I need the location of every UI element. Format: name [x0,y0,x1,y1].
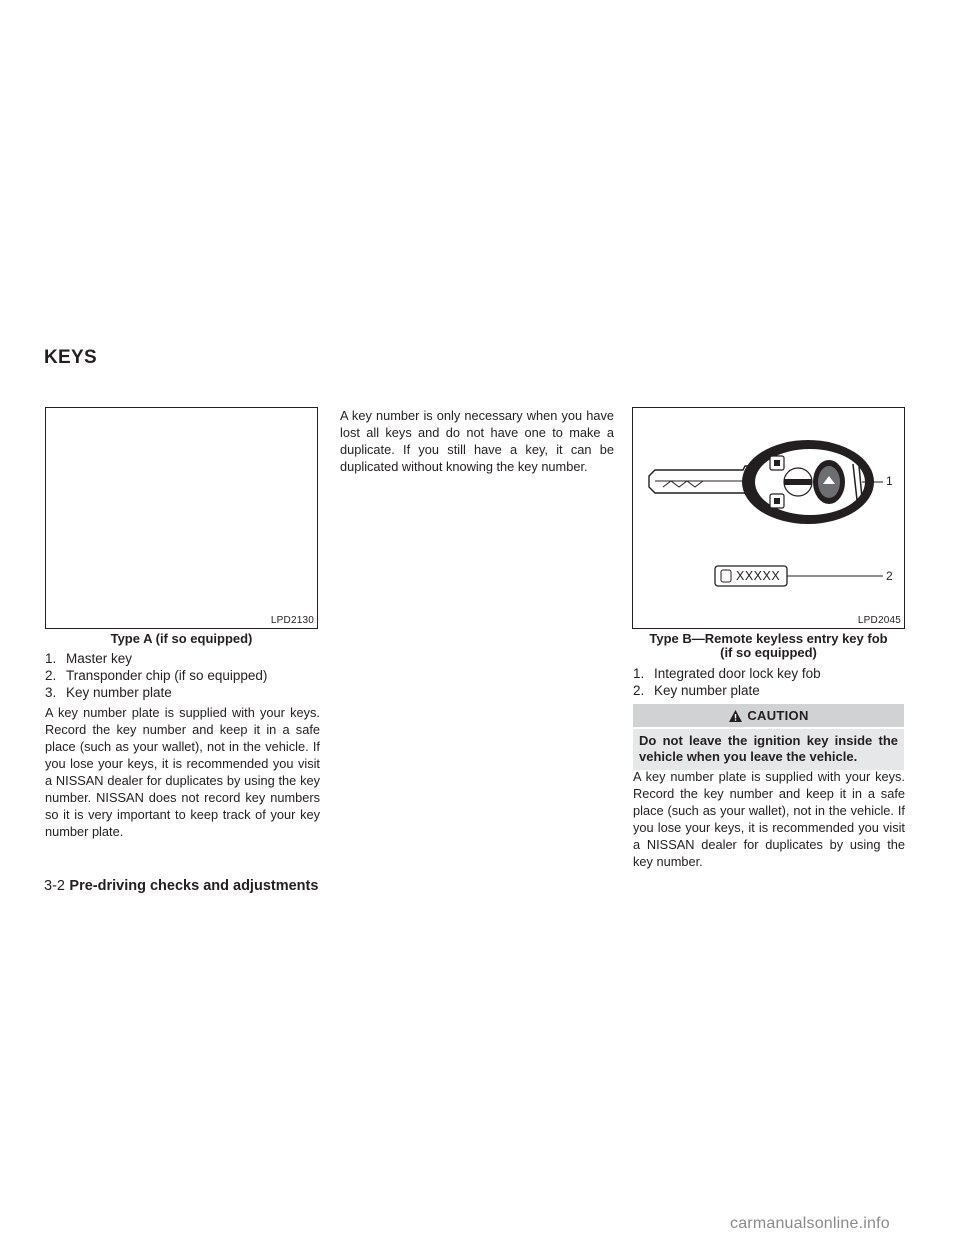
key-number-paragraph: A key number is only necessary when you have lost all keys and do not have one to make a duplicate. If you still have a key, it can be duplicated without knowing the key number. [340,408,614,474]
key-plate-paragraph-b: A key number plate is supplied with your keys. Record the key number and keep it in a safe place (such as your wallet), not in the vehicle. If you lose your keys, it is recommended you visit a NISSAN dealer for duplicates by using the key number. [633,769,905,869]
callout-2: 2 [886,569,893,583]
list-item: 2. Key number plate [633,683,760,698]
figure-caption-type-b: Type B—Remote keyless entry key fob (if so equipped) [649,631,888,660]
list-item: 2. Transponder chip (if so equipped) [45,668,268,683]
list-item: 3. Key number plate [45,685,172,700]
list-item: 1. Integrated door lock key fob [633,666,821,681]
figure-type-b [632,407,905,629]
key-plate-text: XXXXX [736,569,781,583]
caution-box [633,704,904,770]
list-item: 1. Master key [45,651,133,666]
warning-icon [728,709,743,723]
parts-list-type-b [633,665,905,699]
key-plate-paragraph-a: A key number plate is supplied with your keys. Record the key number and keep it in a safe place (such as your wallet), not in the vehicle. If you lose your keys, it is recommended you visit a NISSAN dealer for duplicates by using the key number. NISSAN does not record key numbers so it is very important to keep track of your key number plate. [45,705,320,839]
parts-list-type-a [45,650,320,701]
caution-text: Do not leave the ignition key inside the vehicle when you leave the vehicle. [633,729,904,770]
page-footer [44,877,318,895]
chapter-title: Pre-driving checks and adjustments [69,878,319,894]
figure-code: LPD2045 [857,615,901,626]
watermark: carmanualsonline.info [730,1215,890,1232]
key-fob-illustration [633,408,904,628]
caution-heading: CAUTION [633,704,904,727]
callout-1: 1 [886,474,893,488]
figure-caption-type-a: Type A (if so equipped) [110,631,253,646]
figure-type-a [45,407,318,629]
section-title: KEYS [44,347,97,368]
figure-code: LPD2130 [270,615,314,626]
page-number: 3-2 [44,878,65,894]
